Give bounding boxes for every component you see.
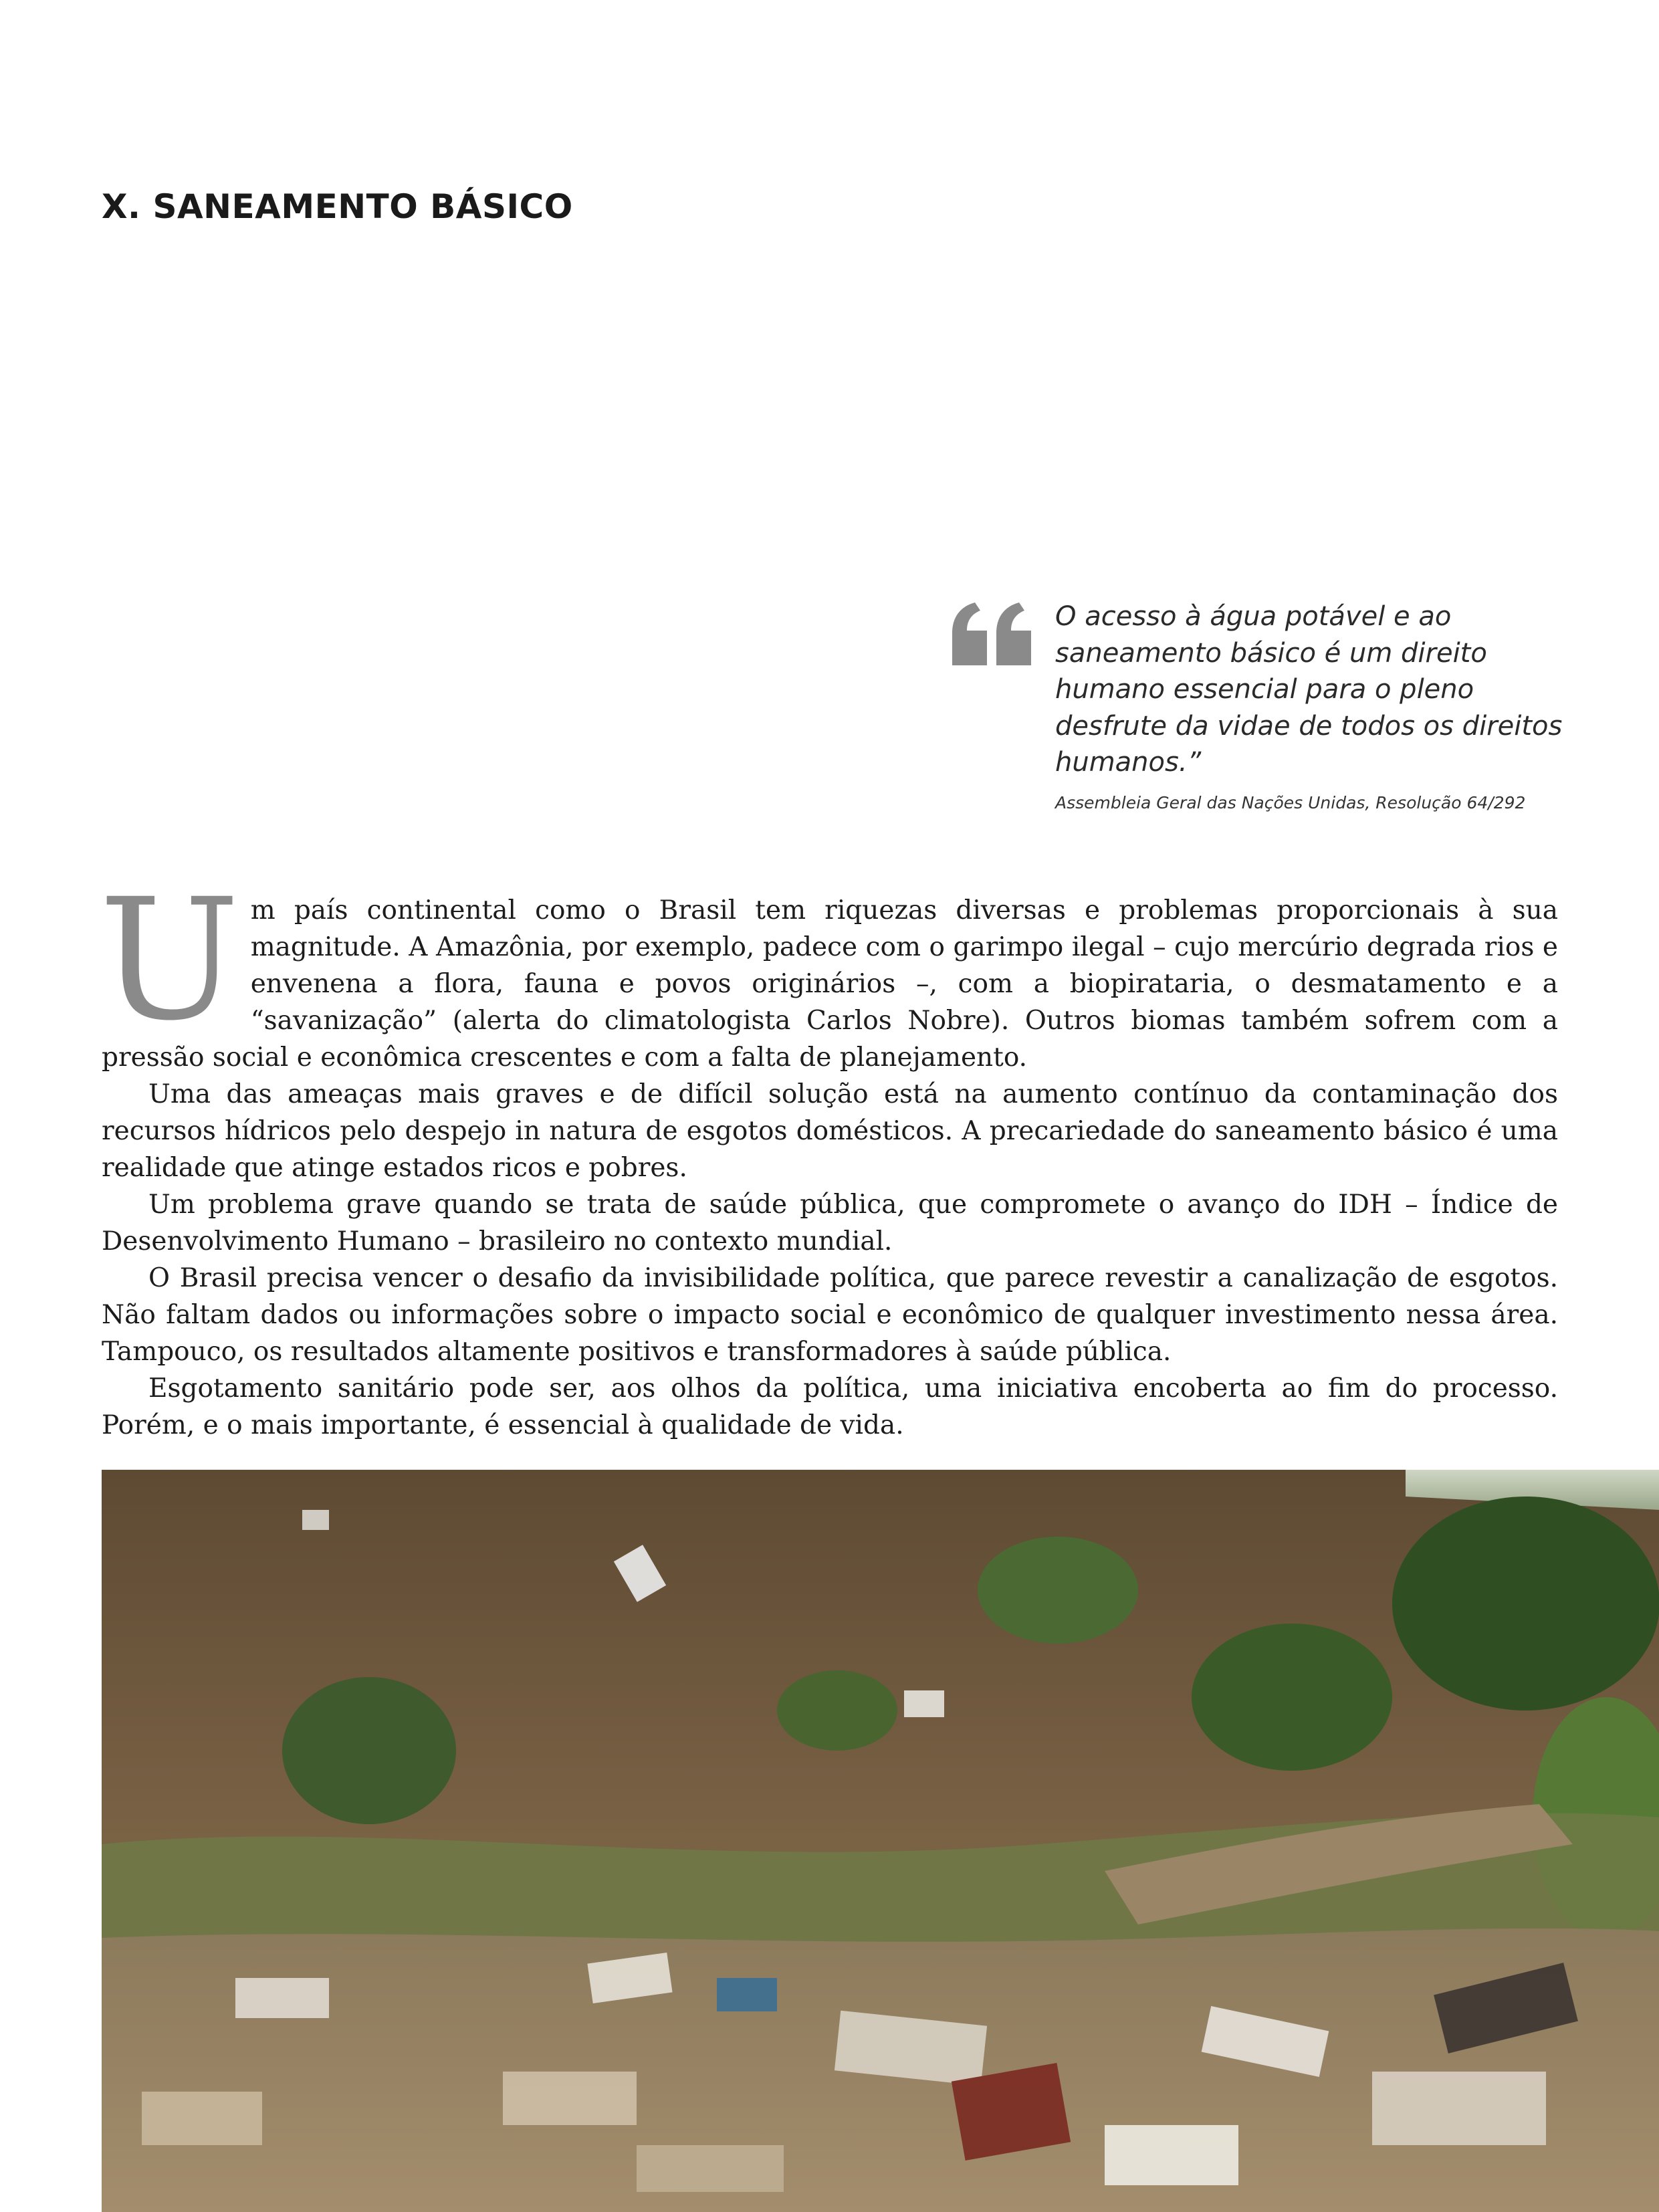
quote-source: Assembleia Geral das Nações Unidas, Resolução 64/292	[1055, 793, 1526, 812]
article-body	[99, 863, 1558, 1444]
pull-quote	[950, 598, 1563, 826]
section-title: X. SANEAMENTO BÁSICO	[102, 187, 573, 226]
photo-illustration	[102, 1470, 1659, 2212]
article-paragraph: Esgotamento sanitário pode ser, aos olhos da política, uma iniciativa encoberta ao fim do processo. Porém, e o mais importante, é essencial à qualidade de vida.	[102, 1373, 1558, 1440]
drop-cap: U	[99, 863, 240, 1057]
quote-text: O acesso à água potável e ao saneamento básico é um direito humano essencial para o pleno desfrute da vidae de todos os direitos humanos.”	[1055, 601, 1563, 778]
article-paragraph: Uma das ameaças mais graves e de difícil solução está na aumento contínuo da contaminação dos recursos hídricos pelo despejo in natura de esgotos domésticos. A precariedade do saneamento básico é uma realidade que atinge estados ricos e pobres.	[102, 1079, 1558, 1183]
garbage-dump-photo	[102, 1470, 1659, 2212]
quote-mark-icon	[950, 602, 1035, 669]
article-paragraph	[99, 863, 1558, 1076]
article-paragraph: Um problema grave quando se trata de saúde pública, que compromete o avanço do IDH – Índice de Desenvolvimento Humano – brasileiro no contexto mundial.	[102, 1190, 1558, 1256]
article-paragraph: O Brasil precisa vencer o desafio da invisibilidade política, que parece revestir a canalização de esgotos. Não faltam dados ou informações sobre o impacto social e econômico de qualquer investimento nessa área. Tampouco, os resultados altamente positivos e transformadores à saúde pública.	[102, 1263, 1558, 1367]
paragraph-text: m país continental como o Brasil tem riquezas diversas e problemas proporcionais à sua magnitude. A Amazônia, por exemplo, padece com o garimpo ilegal – cujo mercúrio degrada rios e envenena a flora, fauna e povos originários –, com a biopirataria, o desmatamento e a “savanização” (alerta do climatologista Carlos Nobre). Outros biomas também sofrem com a pressão social e econômica crescentes e com a falta de planejamento.	[102, 895, 1558, 1073]
